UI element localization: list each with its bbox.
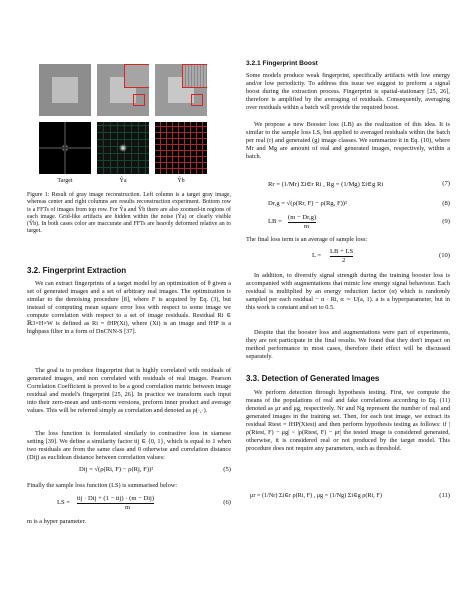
- equation-8: [246, 200, 450, 212]
- equation-8-number: (8): [442, 200, 450, 207]
- equation-5: [27, 466, 231, 478]
- equation-10: [246, 248, 450, 266]
- label-target: Target: [57, 178, 73, 184]
- equation-6-number: (6): [223, 499, 231, 506]
- equation-10-lhs: L =: [312, 252, 322, 259]
- left-paragraph-3: The loss function is formulated similarly to contrastive loss in siamese setting [39]. We define a similarity factor tij ∈ {0, 1}, which is equal to 1 when two residuals are from the same class and 0 otherwise and correlation distance (Dij) as euclidean distance between correlation values:: [27, 430, 231, 462]
- equation-10-numerator: LB + LS: [330, 248, 354, 255]
- target-image: [39, 64, 91, 116]
- section-heading-3-3: 3.3. Detection of Generated Images: [246, 374, 380, 383]
- left-paragraph-2: The goal is to produce fingerprint that is highly correlated with residuals of generated images, and non correlated with residuals of real images. Pearson Correlation Coefficient is proved to be a good correlation metric between image residual and model's fingerprint [25, 26]. In practice we transform each input into their zero-mean and unit-norm versions, preform inner product and average values. This will be referred simply as correlation and denoted as ρ(·,·).: [27, 367, 231, 415]
- right-paragraph-4: In addition, to diversify signal strength during the training booster loss is accompanied with augmentations that mimic low energy signal behaviour. Each residual is multiplied by an energy reduction factor (α) which is randomly sampled per each residual − α · Ri, α ∼ U(a, 1). a is a hyperparameter, but in this work is constant and set to 0.5.: [246, 272, 450, 312]
- right-paragraph-5: Despite that the booster loss and augmentations were part of experiments, they are not participate in the final results. We found that they don't impact on method performance in most cases, therefore their effect will be discussed separately.: [246, 329, 450, 361]
- reconstruction-b-image: [155, 64, 207, 116]
- right-paragraph-6: We perform detection through hypothesis testing. First, we compute the means of the populations of real and fake correlations according to Eq. (11) denoted as μr and μg, respectively. Nr and Ng represent the number of real and generated images in the training set. Then, for each test image, we extract its residual Rtest = fHP(Xtest) and then perform hypothesis testing as follows: if |ρ(Rtest, F) − μg| < |ρ(Rtest, F) − μr| the tested image is considered generated, otherwise, it is considered real or not produced by the target model. This procedure does not require any parameters, such as threshold.: [246, 389, 450, 453]
- equation-9: [246, 214, 450, 232]
- equation-10-denominator: 2: [342, 257, 346, 264]
- equation-9-lhs: LB =: [268, 218, 282, 225]
- equation-9-number: (9): [442, 218, 450, 225]
- right-paragraph-3: The final loss term is an average of sample loss:: [246, 236, 368, 243]
- reconstruction-a-fft: [97, 122, 149, 174]
- left-paragraph-1: We can extract fingerprints of a target model by an optimization of θ given a set of generated images and a set of arbitrary real images. The optimization is similar to the denoising procedure [8], where F is acquired by Eq. (3), but instead of computing mean square error loss with respect to some image we compute correlation with respect to a set of image residuals. Residual Ri ∈ ℝ3×H×W is defined as Ri = fHP(Xi), where (Xi) is an image and fHP is a highpass filter in a form of DnCNN-S [37].: [27, 280, 231, 336]
- equation-10-number: (10): [439, 252, 450, 259]
- equation-5-body: Dij = √(ρ(Ri, F) − ρ(Rj, F))²: [79, 466, 154, 473]
- equation-5-number: (5): [223, 466, 231, 473]
- equation-6-numerator: tij · Dij + (1 − tij) · (m − Dij): [77, 495, 155, 502]
- equation-11-body: μr = (1/Nr) Σi∈r ρ(Ri, F) , μg = (1/Ng) Σi∈g ρ(Ri, F): [250, 492, 382, 499]
- equation-8-body: Dr,g = √(ρ(Rr, F) − ρ(Rg, F))²: [268, 200, 347, 207]
- reconstruction-b-fft: [155, 122, 207, 174]
- section-heading-3-2: 3.2. Fingerprint Extraction: [27, 266, 127, 275]
- left-paragraph-5: m is a hyper parameter.: [27, 518, 86, 525]
- equation-7-body: Rr = (1/Mr) Σi∈r Ri , Rg = (1/Mg) Σi∈g Ri: [268, 181, 384, 188]
- equation-6-denominator: m: [125, 504, 131, 511]
- figure-caption: Figure 1: Result of gray image reconstruction. Left column is a target gray image, whereas center and right columns are results reconstruction experiment. Bottom row is a FFTs of images from top row. For Ŷa and Ŷb there are also zoomed-in regions of each image. Grid-like artifacts are hidden within the noise (Ŷa) or clearly visible (Ŷb). In both cases color are inaccurate and FFTs are heavily deformed relative an to target.: [27, 192, 231, 235]
- right-paragraph-1: Some models produce weak fingerprint, specifically artifacts with low energy and/or low periodicity. To address this issue we suggest to preform a signal boost during the extraction process. Fingerprint is spatial-stationary [25, 26], therefore is amplified by the averaging of residuals. Consequently, averaging over residuals within a batch will provide the required boost.: [246, 72, 450, 112]
- right-paragraph-2: We propose a new Booster loss (LB) as the realization of this idea. It is similar to the sample loss LS, but applied to averaged residuals within the batch per real (r) and generated (g) image classes. We summarize it in Eq. (10), where Mr and Mg are amount of real and generated images, respectively, within a batch.: [246, 121, 450, 161]
- equation-11-number: (11): [439, 492, 450, 499]
- label-ya: Ŷa: [119, 178, 127, 184]
- equation-7: [246, 178, 450, 192]
- figure-1: [39, 64, 215, 190]
- equation-7-number: (7): [442, 180, 450, 187]
- left-paragraph-4: Finally the sample loss function (LS) is summarised below:: [27, 482, 178, 489]
- subsection-heading-3-2-1: 3.2.1 Fingerprint Boost: [246, 60, 318, 67]
- equation-6: [27, 495, 231, 513]
- equation-9-numerator: (m − Dr,g): [288, 214, 317, 221]
- equation-6-lhs: LS =: [57, 499, 71, 506]
- reconstruction-a-image: [97, 64, 149, 116]
- equation-9-denominator: m: [304, 223, 310, 230]
- label-yb: Ŷb: [177, 178, 185, 184]
- target-fft: [39, 122, 91, 174]
- equation-11: [246, 490, 450, 504]
